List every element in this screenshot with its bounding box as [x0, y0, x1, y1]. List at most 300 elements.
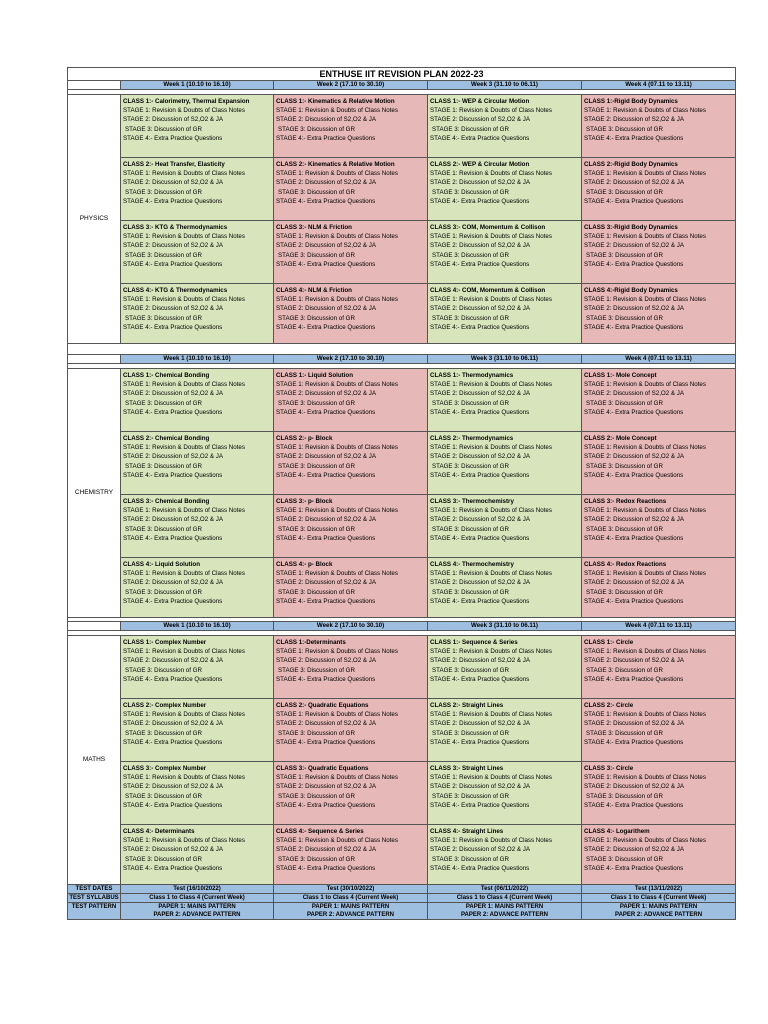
class-topic: CLASS 1:- Sequence & Series	[430, 639, 518, 646]
stage-3-text: STAGE 3: Discussion of GR	[432, 314, 509, 322]
class-topic: CLASS 3:- Thermochemistry	[430, 498, 514, 505]
stage-1-text: STAGE 1: Revision & Doubts of Class Notes	[123, 296, 245, 304]
test-date: Test (16/10/2022)	[121, 885, 274, 894]
stage-2-text: STAGE 2: Discussion of S2,O2 & JA	[430, 516, 530, 524]
stage-3-text: STAGE 3: Discussion of GR	[278, 188, 355, 196]
stage-4-text: STAGE 4:- Extra Practice Questions	[430, 197, 530, 205]
stage-3-text: STAGE 3: Discussion of GR	[432, 462, 509, 470]
stage-2-text: STAGE 2: Discussion of S2,O2 & JA	[276, 116, 376, 124]
stage-3-text: STAGE 3: Discussion of GR	[278, 588, 355, 596]
stage-3-text: STAGE 3: Discussion of GR	[586, 588, 663, 596]
stage-4-text: STAGE 4:- Extra Practice Questions	[430, 134, 530, 142]
stage-3-text: STAGE 3: Discussion of GR	[432, 251, 509, 259]
stage-4-text: STAGE 4:- Extra Practice Questions	[276, 134, 376, 142]
chemistry-class-cell	[428, 432, 582, 495]
stage-3-text: STAGE 3: Discussion of GR	[125, 251, 202, 259]
stage-4-text: STAGE 4:- Extra Practice Questions	[123, 260, 223, 268]
class-topic: CLASS 4:-Rigid Body Dynamics	[584, 287, 678, 294]
chemistry-class-cell	[121, 432, 274, 495]
stage-1-text: STAGE 1: Revision & Doubts of Class Notes	[430, 296, 552, 304]
stage-1-text: STAGE 1: Revision & Doubts of Class Notes	[123, 233, 245, 241]
chemistry-class-cell	[582, 369, 736, 432]
stage-1-text: STAGE 1: Revision & Doubts of Class Notes	[430, 381, 552, 389]
test-pattern	[582, 903, 736, 920]
test-pattern	[121, 903, 274, 920]
maths-class-cell	[428, 699, 582, 762]
stage-3-text: STAGE 3: Discussion of GR	[586, 399, 663, 407]
stage-2-text: STAGE 2: Discussion of S2,O2 & JA	[276, 179, 376, 187]
stage-1-text: STAGE 1: Revision & Doubts of Class Notes	[276, 444, 398, 452]
physics-class-cell	[274, 95, 428, 158]
stage-3-text: STAGE 3: Discussion of GR	[586, 666, 663, 674]
stage-1-text: STAGE 1: Revision & Doubts of Class Notes	[430, 711, 552, 719]
stage-2-text: STAGE 2: Discussion of S2,O2 & JA	[123, 783, 223, 791]
class-topic: CLASS 1:-Rigid Body Dynamics	[584, 98, 678, 105]
stage-1-text: STAGE 1: Revision & Doubts of Class Notes	[584, 570, 706, 578]
paper-1-pattern: PAPER 1: MAINS PATTERN	[311, 904, 390, 910]
class-topic: CLASS 1:-Determinants	[276, 639, 346, 646]
stage-2-text: STAGE 2: Discussion of S2,O2 & JA	[123, 579, 223, 587]
stage-2-text: STAGE 2: Discussion of S2,O2 & JA	[123, 179, 223, 187]
class-topic: CLASS 2:- Quadratic Equations	[276, 702, 369, 709]
stage-4-text: STAGE 4:- Extra Practice Questions	[430, 864, 530, 872]
stage-1-text: STAGE 1: Revision & Doubts of Class Notes	[123, 648, 245, 656]
stage-4-text: STAGE 4:- Extra Practice Questions	[584, 471, 684, 479]
stage-3-text: STAGE 3: Discussion of GR	[278, 251, 355, 259]
stage-1-text: STAGE 1: Revision & Doubts of Class Notes	[430, 837, 552, 845]
stage-4-text: STAGE 4:- Extra Practice Questions	[584, 408, 684, 416]
week-header-blank	[68, 81, 121, 90]
class-topic: CLASS 3:- NLM & Friction	[276, 224, 352, 231]
physics-class-cell	[428, 95, 582, 158]
stage-2-text: STAGE 2: Discussion of S2,O2 & JA	[430, 390, 530, 398]
stage-2-text: STAGE 2: Discussion of S2,O2 & JA	[276, 242, 376, 250]
stage-3-text: STAGE 3: Discussion of GR	[125, 399, 202, 407]
stage-4-text: STAGE 4:- Extra Practice Questions	[584, 675, 684, 683]
test-date: Test (30/10/2022)	[274, 885, 428, 894]
stage-1-text: STAGE 1: Revision & Doubts of Class Notes	[430, 444, 552, 452]
test-dates-label: TEST DATES	[68, 885, 121, 894]
stage-1-text: STAGE 1: Revision & Doubts of Class Notes	[123, 711, 245, 719]
physics-class-cell	[121, 158, 274, 221]
stage-3-text: STAGE 3: Discussion of GR	[432, 125, 509, 133]
stage-1-text: STAGE 1: Revision & Doubts of Class Notes	[584, 296, 706, 304]
test-syllabus: Class 1 to Class 4 (Current Week)	[274, 894, 428, 903]
class-topic: CLASS 4:- Sequence & Series	[276, 828, 364, 835]
physics-class-cell	[428, 158, 582, 221]
class-topic: CLASS 4:- Logarithem	[584, 828, 650, 835]
class-topic: CLASS 1:- Circle	[584, 639, 634, 646]
stage-2-text: STAGE 2: Discussion of S2,O2 & JA	[276, 390, 376, 398]
stage-4-text: STAGE 4:- Extra Practice Questions	[123, 408, 223, 416]
stage-2-text: STAGE 2: Discussion of S2,O2 & JA	[123, 390, 223, 398]
stage-1-text: STAGE 1: Revision & Doubts of Class Notes	[430, 233, 552, 241]
stage-3-text: STAGE 3: Discussion of GR	[278, 314, 355, 322]
week-header-3: Week 3 (31.10 to 06.11)	[428, 622, 582, 631]
class-topic: CLASS 4:- Straight Lines	[430, 828, 504, 835]
stage-3-text: STAGE 3: Discussion of GR	[125, 525, 202, 533]
stage-2-text: STAGE 2: Discussion of S2,O2 & JA	[276, 846, 376, 854]
test-syllabus: Class 1 to Class 4 (Current Week)	[121, 894, 274, 903]
class-topic: CLASS 4:- Determinants	[123, 828, 195, 835]
physics-class-cell	[582, 95, 736, 158]
physics-class-cell	[428, 284, 582, 344]
paper-1-pattern: PAPER 1: MAINS PATTERN	[619, 904, 698, 910]
class-topic: CLASS 2:- Complex Number	[123, 702, 207, 709]
stage-4-text: STAGE 4:- Extra Practice Questions	[276, 738, 376, 746]
stage-4-text: STAGE 4:- Extra Practice Questions	[430, 260, 530, 268]
stage-1-text: STAGE 1: Revision & Doubts of Class Notes	[430, 170, 552, 178]
stage-3-text: STAGE 3: Discussion of GR	[586, 729, 663, 737]
stage-2-text: STAGE 2: Discussion of S2,O2 & JA	[584, 453, 684, 461]
paper-2-pattern: PAPER 2: ADVANCE PATTERN	[153, 912, 241, 918]
test-syllabus-label: TEST SYLLABUS	[69, 895, 119, 901]
chemistry-class-cell	[121, 369, 274, 432]
stage-4-text: STAGE 4:- Extra Practice Questions	[430, 408, 530, 416]
stage-3-text: STAGE 3: Discussion of GR	[278, 399, 355, 407]
stage-2-text: STAGE 2: Discussion of S2,O2 & JA	[276, 305, 376, 313]
stage-3-text: STAGE 3: Discussion of GR	[432, 666, 509, 674]
stage-4-text: STAGE 4:- Extra Practice Questions	[584, 597, 684, 605]
maths-class-cell	[274, 762, 428, 825]
stage-1-text: STAGE 1: Revision & Doubts of Class Notes	[123, 570, 245, 578]
maths-class-cell	[274, 825, 428, 885]
stage-4-text: STAGE 4:- Extra Practice Questions	[584, 323, 684, 331]
stage-2-text: STAGE 2: Discussion of S2,O2 & JA	[430, 453, 530, 461]
stage-1-text: STAGE 1: Revision & Doubts of Class Notes	[276, 233, 398, 241]
stage-3-text: STAGE 3: Discussion of GR	[125, 729, 202, 737]
stage-1-text: STAGE 1: Revision & Doubts of Class Notes	[584, 507, 706, 515]
class-topic: CLASS 3:- p- Block	[276, 498, 333, 505]
stage-1-text: STAGE 1: Revision & Doubts of Class Notes	[123, 170, 245, 178]
stage-4-text: STAGE 4:- Extra Practice Questions	[123, 323, 223, 331]
chemistry-label: CHEMISTRY	[68, 369, 121, 618]
stage-3-text: STAGE 3: Discussion of GR	[586, 855, 663, 863]
test-pattern	[428, 903, 582, 920]
stage-3-text: STAGE 3: Discussion of GR	[278, 729, 355, 737]
physics-class-cell	[274, 221, 428, 284]
stage-1-text: STAGE 1: Revision & Doubts of Class Notes	[276, 570, 398, 578]
stage-3-text: STAGE 3: Discussion of GR	[432, 399, 509, 407]
stage-2-text: STAGE 2: Discussion of S2,O2 & JA	[584, 305, 684, 313]
stage-1-text: STAGE 1: Revision & Doubts of Class Notes	[123, 507, 245, 515]
class-topic: CLASS 1:- Complex Number	[123, 639, 207, 646]
stage-3-text: STAGE 3: Discussion of GR	[586, 314, 663, 322]
stage-3-text: STAGE 3: Discussion of GR	[125, 588, 202, 596]
physics-class-cell	[274, 284, 428, 344]
stage-1-text: STAGE 1: Revision & Doubts of Class Notes	[276, 507, 398, 515]
spacer-row	[68, 344, 736, 355]
stage-3-text: STAGE 3: Discussion of GR	[125, 314, 202, 322]
stage-2-text: STAGE 2: Discussion of S2,O2 & JA	[430, 846, 530, 854]
stage-2-text: STAGE 2: Discussion of S2,O2 & JA	[430, 657, 530, 665]
stage-4-text: STAGE 4:- Extra Practice Questions	[430, 597, 530, 605]
stage-3-text: STAGE 3: Discussion of GR	[278, 792, 355, 800]
maths-class-cell	[582, 762, 736, 825]
stage-4-text: STAGE 4:- Extra Practice Questions	[430, 534, 530, 542]
stage-4-text: STAGE 4:- Extra Practice Questions	[276, 801, 376, 809]
stage-4-text: STAGE 4:- Extra Practice Questions	[276, 323, 376, 331]
stage-2-text: STAGE 2: Discussion of S2,O2 & JA	[276, 657, 376, 665]
class-topic: CLASS 2:- p- Block	[276, 435, 333, 442]
stage-1-text: STAGE 1: Revision & Doubts of Class Notes	[123, 774, 245, 782]
stage-3-text: STAGE 3: Discussion of GR	[278, 855, 355, 863]
week-header-1: Week 1 (10.10 to 16.10)	[121, 81, 274, 90]
stage-2-text: STAGE 2: Discussion of S2,O2 & JA	[276, 453, 376, 461]
physics-label: PHYSICS	[68, 95, 121, 344]
stage-3-text: STAGE 3: Discussion of GR	[586, 251, 663, 259]
week-header-2: Week 2 (17.10 to 30.10)	[274, 355, 428, 364]
class-topic: CLASS 2:- Chemical Bonding	[123, 435, 210, 442]
stage-4-text: STAGE 4:- Extra Practice Questions	[276, 408, 376, 416]
test-syllabus: Class 1 to Class 4 (Current Week)	[582, 894, 736, 903]
stage-4-text: STAGE 4:- Extra Practice Questions	[123, 675, 223, 683]
physics-class-cell	[274, 158, 428, 221]
maths-class-cell	[428, 636, 582, 699]
stage-2-text: STAGE 2: Discussion of S2,O2 & JA	[584, 720, 684, 728]
physics-class-cell	[428, 221, 582, 284]
stage-3-text: STAGE 3: Discussion of GR	[278, 666, 355, 674]
stage-4-text: STAGE 4:- Extra Practice Questions	[123, 471, 223, 479]
stage-2-text: STAGE 2: Discussion of S2,O2 & JA	[276, 720, 376, 728]
stage-1-text: STAGE 1: Revision & Doubts of Class Notes	[584, 648, 706, 656]
stage-2-text: STAGE 2: Discussion of S2,O2 & JA	[430, 116, 530, 124]
class-topic: CLASS 3:- Quadratic Equations	[276, 765, 369, 772]
stage-3-text: STAGE 3: Discussion of GR	[432, 855, 509, 863]
stage-2-text: STAGE 2: Discussion of S2,O2 & JA	[430, 242, 530, 250]
physics-class-cell	[121, 95, 274, 158]
stage-1-text: STAGE 1: Revision & Doubts of Class Notes	[276, 711, 398, 719]
stage-1-text: STAGE 1: Revision & Doubts of Class Notes	[430, 774, 552, 782]
stage-3-text: STAGE 3: Discussion of GR	[278, 125, 355, 133]
stage-4-text: STAGE 4:- Extra Practice Questions	[123, 197, 223, 205]
maths-class-cell	[121, 699, 274, 762]
stage-2-text: STAGE 2: Discussion of S2,O2 & JA	[430, 783, 530, 791]
chemistry-class-cell	[428, 558, 582, 618]
paper-2-pattern: PAPER 2: ADVANCE PATTERN	[460, 912, 548, 918]
paper-2-pattern: PAPER 2: ADVANCE PATTERN	[306, 912, 394, 918]
stage-2-text: STAGE 2: Discussion of S2,O2 & JA	[430, 579, 530, 587]
paper-1-pattern: PAPER 1: MAINS PATTERN	[465, 904, 544, 910]
stage-4-text: STAGE 4:- Extra Practice Questions	[430, 675, 530, 683]
physics-class-cell	[582, 284, 736, 344]
maths-class-cell	[274, 636, 428, 699]
class-topic: CLASS 4:- p- Block	[276, 561, 333, 568]
class-topic: CLASS 4:- Thermochemistry	[430, 561, 514, 568]
maths-class-cell	[428, 825, 582, 885]
class-topic: CLASS 2:- WEP & Circular Motion	[430, 161, 530, 168]
physics-class-cell	[121, 221, 274, 284]
test-pattern	[274, 903, 428, 920]
stage-2-text: STAGE 2: Discussion of S2,O2 & JA	[123, 453, 223, 461]
chemistry-class-cell	[274, 495, 428, 558]
class-topic: CLASS 1:- Chemical Bonding	[123, 372, 210, 379]
chemistry-class-cell	[428, 369, 582, 432]
stage-2-text: STAGE 2: Discussion of S2,O2 & JA	[584, 179, 684, 187]
class-topic: CLASS 3:- COM, Momentum & Collison	[430, 224, 546, 231]
stage-4-text: STAGE 4:- Extra Practice Questions	[123, 738, 223, 746]
chemistry-class-cell	[121, 495, 274, 558]
paper-1-pattern: PAPER 1: MAINS PATTERN	[158, 904, 236, 910]
maths-class-cell	[582, 699, 736, 762]
class-topic: CLASS 1:- WEP & Circular Motion	[430, 98, 530, 105]
class-topic: CLASS 4:- Liquid Solution	[123, 561, 200, 568]
stage-1-text: STAGE 1: Revision & Doubts of Class Notes	[430, 570, 552, 578]
chemistry-class-cell	[274, 432, 428, 495]
class-topic: CLASS 4:- NLM & Friction	[276, 287, 352, 294]
physics-class-cell	[121, 284, 274, 344]
class-topic: CLASS 1:- Mole Concept	[584, 372, 657, 379]
week-header-3: Week 3 (31.10 to 06.11)	[428, 81, 582, 90]
stage-3-text: STAGE 3: Discussion of GR	[125, 666, 202, 674]
test-syllabus: Class 1 to Class 4 (Current Week)	[428, 894, 582, 903]
stage-1-text: STAGE 1: Revision & Doubts of Class Notes	[123, 444, 245, 452]
maths-class-cell	[121, 825, 274, 885]
stage-2-text: STAGE 2: Discussion of S2,O2 & JA	[584, 579, 684, 587]
stage-3-text: STAGE 3: Discussion of GR	[432, 792, 509, 800]
week-header-blank	[68, 622, 121, 631]
class-topic: CLASS 3:- Circle	[584, 765, 634, 772]
chemistry-class-cell	[274, 369, 428, 432]
stage-3-text: STAGE 3: Discussion of GR	[586, 125, 663, 133]
class-topic: CLASS 1:- Kinematics & Relative Motion	[276, 98, 395, 105]
week-header-4: Week 4 (07.11 to 13.11)	[582, 355, 736, 364]
stage-1-text: STAGE 1: Revision & Doubts of Class Notes	[276, 648, 398, 656]
stage-2-text: STAGE 2: Discussion of S2,O2 & JA	[430, 179, 530, 187]
stage-4-text: STAGE 4:- Extra Practice Questions	[123, 134, 223, 142]
stage-2-text: STAGE 2: Discussion of S2,O2 & JA	[123, 516, 223, 524]
stage-4-text: STAGE 4:- Extra Practice Questions	[584, 260, 684, 268]
stage-2-text: STAGE 2: Discussion of S2,O2 & JA	[123, 305, 223, 313]
stage-3-text: STAGE 3: Discussion of GR	[586, 462, 663, 470]
stage-2-text: STAGE 2: Discussion of S2,O2 & JA	[584, 516, 684, 524]
class-topic: CLASS 1:- Thermodynamics	[430, 372, 514, 379]
class-topic: CLASS 2:- Heat Transfer, Elasticity	[123, 161, 225, 168]
stage-1-text: STAGE 1: Revision & Doubts of Class Notes	[276, 170, 398, 178]
stage-4-text: STAGE 4:- Extra Practice Questions	[276, 864, 376, 872]
chemistry-class-cell	[582, 432, 736, 495]
stage-1-text: STAGE 1: Revision & Doubts of Class Notes	[584, 170, 706, 178]
stage-1-text: STAGE 1: Revision & Doubts of Class Notes	[276, 296, 398, 304]
maths-class-cell	[428, 762, 582, 825]
paper-2-pattern: PAPER 2: ADVANCE PATTERN	[615, 912, 703, 918]
stage-3-text: STAGE 3: Discussion of GR	[432, 729, 509, 737]
stage-2-text: STAGE 2: Discussion of S2,O2 & JA	[276, 516, 376, 524]
stage-2-text: STAGE 2: Discussion of S2,O2 & JA	[123, 242, 223, 250]
stage-2-text: STAGE 2: Discussion of S2,O2 & JA	[123, 720, 223, 728]
stage-2-text: STAGE 2: Discussion of S2,O2 & JA	[584, 846, 684, 854]
maths-class-cell	[121, 762, 274, 825]
maths-label: MATHS	[68, 636, 121, 885]
stage-4-text: STAGE 4:- Extra Practice Questions	[430, 323, 530, 331]
stage-2-text: STAGE 2: Discussion of S2,O2 & JA	[584, 242, 684, 250]
stage-2-text: STAGE 2: Discussion of S2,O2 & JA	[430, 305, 530, 313]
stage-4-text: STAGE 4:- Extra Practice Questions	[584, 134, 684, 142]
stage-4-text: STAGE 4:- Extra Practice Questions	[276, 197, 376, 205]
stage-4-text: STAGE 4:- Extra Practice Questions	[123, 864, 223, 872]
stage-2-text: STAGE 2: Discussion of S2,O2 & JA	[584, 783, 684, 791]
stage-4-text: STAGE 4:- Extra Practice Questions	[430, 471, 530, 479]
physics-class-cell	[582, 221, 736, 284]
week-header-2: Week 2 (17.10 to 30.10)	[274, 622, 428, 631]
stage-1-text: STAGE 1: Revision & Doubts of Class Notes	[123, 381, 245, 389]
stage-1-text: STAGE 1: Revision & Doubts of Class Notes	[584, 711, 706, 719]
stage-1-text: STAGE 1: Revision & Doubts of Class Notes	[430, 107, 552, 115]
stage-2-text: STAGE 2: Discussion of S2,O2 & JA	[276, 783, 376, 791]
class-topic: CLASS 3:- Complex Number	[123, 765, 207, 772]
stage-2-text: STAGE 2: Discussion of S2,O2 & JA	[430, 720, 530, 728]
stage-4-text: STAGE 4:- Extra Practice Questions	[584, 534, 684, 542]
stage-3-text: STAGE 3: Discussion of GR	[432, 588, 509, 596]
chemistry-class-cell	[274, 558, 428, 618]
stage-3-text: STAGE 3: Discussion of GR	[586, 792, 663, 800]
stage-1-text: STAGE 1: Revision & Doubts of Class Notes	[276, 381, 398, 389]
chemistry-class-cell	[428, 495, 582, 558]
week-header-blank	[68, 355, 121, 364]
stage-4-text: STAGE 4:- Extra Practice Questions	[584, 738, 684, 746]
stage-1-text: STAGE 1: Revision & Doubts of Class Notes	[123, 837, 245, 845]
stage-2-text: STAGE 2: Discussion of S2,O2 & JA	[584, 116, 684, 124]
stage-1-text: STAGE 1: Revision & Doubts of Class Notes	[584, 444, 706, 452]
chemistry-class-cell	[121, 558, 274, 618]
stage-3-text: STAGE 3: Discussion of GR	[586, 188, 663, 196]
class-topic: CLASS 2:- Thermodynamics	[430, 435, 514, 442]
class-topic: CLASS 4:- Redox Reactions	[584, 561, 667, 568]
stage-2-text: STAGE 2: Discussion of S2,O2 & JA	[123, 116, 223, 124]
stage-3-text: STAGE 3: Discussion of GR	[278, 525, 355, 533]
chemistry-class-cell	[582, 495, 736, 558]
class-topic: CLASS 3:- Straight Lines	[430, 765, 504, 772]
stage-1-text: STAGE 1: Revision & Doubts of Class Notes	[584, 233, 706, 241]
page-title: ENTHUSE IIT REVISION PLAN 2022-23	[68, 68, 736, 81]
stage-4-text: STAGE 4:- Extra Practice Questions	[123, 534, 223, 542]
stage-1-text: STAGE 1: Revision & Doubts of Class Notes	[584, 837, 706, 845]
stage-4-text: STAGE 4:- Extra Practice Questions	[430, 738, 530, 746]
stage-3-text: STAGE 3: Discussion of GR	[586, 525, 663, 533]
stage-2-text: STAGE 2: Discussion of S2,O2 & JA	[123, 846, 223, 854]
class-topic: CLASS 2:- Straight Lines	[430, 702, 504, 709]
stage-1-text: STAGE 1: Revision & Doubts of Class Notes	[584, 381, 706, 389]
stage-3-text: STAGE 3: Discussion of GR	[125, 792, 202, 800]
class-topic: CLASS 1:- Calorimetry, Thermal Expansion	[123, 98, 250, 105]
stage-1-text: STAGE 1: Revision & Doubts of Class Notes	[276, 837, 398, 845]
maths-class-cell	[582, 636, 736, 699]
class-topic: CLASS 3:- Redox Reactions	[584, 498, 667, 505]
stage-4-text: STAGE 4:- Extra Practice Questions	[276, 675, 376, 683]
stage-3-text: STAGE 3: Discussion of GR	[125, 855, 202, 863]
stage-4-text: STAGE 4:- Extra Practice Questions	[123, 801, 223, 809]
stage-2-text: STAGE 2: Discussion of S2,O2 & JA	[123, 657, 223, 665]
stage-3-text: STAGE 3: Discussion of GR	[125, 462, 202, 470]
stage-3-text: STAGE 3: Discussion of GR	[125, 125, 202, 133]
stage-1-text: STAGE 1: Revision & Doubts of Class Notes	[430, 648, 552, 656]
stage-1-text: STAGE 1: Revision & Doubts of Class Notes	[276, 774, 398, 782]
stage-4-text: STAGE 4:- Extra Practice Questions	[584, 197, 684, 205]
class-topic: CLASS 3:- KTG & Thermodynamics	[123, 224, 228, 231]
stage-3-text: STAGE 3: Discussion of GR	[432, 525, 509, 533]
stage-1-text: STAGE 1: Revision & Doubts of Class Notes	[584, 107, 706, 115]
stage-1-text: STAGE 1: Revision & Doubts of Class Notes	[430, 507, 552, 515]
maths-class-cell	[121, 636, 274, 699]
class-topic: CLASS 3:-Rigid Body Dynamics	[584, 224, 678, 231]
stage-3-text: STAGE 3: Discussion of GR	[278, 462, 355, 470]
maths-class-cell	[582, 825, 736, 885]
stage-4-text: STAGE 4:- Extra Practice Questions	[276, 597, 376, 605]
class-topic: CLASS 1:- Liquid Solution	[276, 372, 353, 379]
class-topic: CLASS 2:- Mole Concept	[584, 435, 657, 442]
stage-1-text: STAGE 1: Revision & Doubts of Class Notes	[123, 107, 245, 115]
stage-4-text: STAGE 4:- Extra Practice Questions	[430, 801, 530, 809]
